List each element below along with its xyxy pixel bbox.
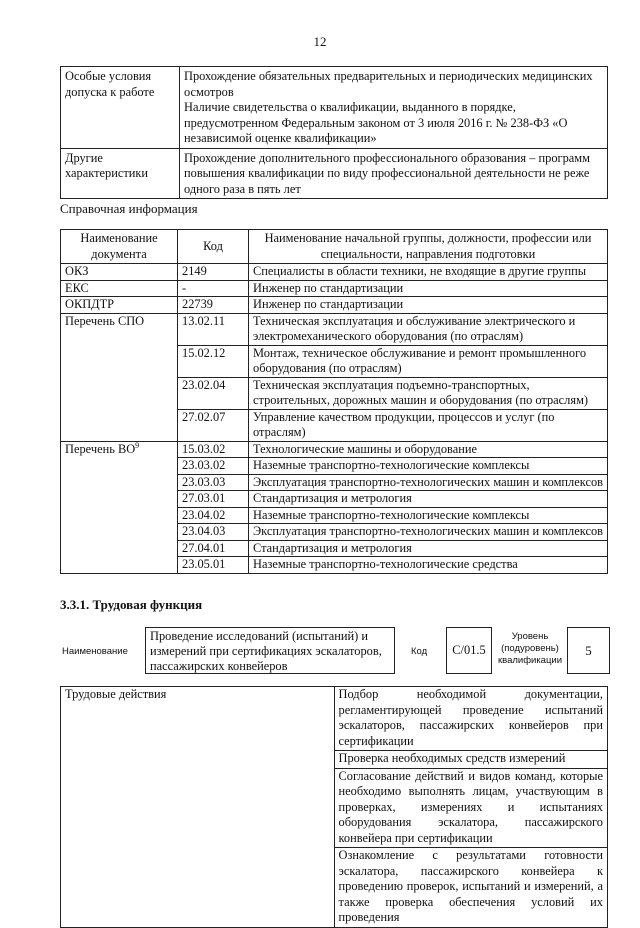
document-name: ЕКС xyxy=(65,280,89,295)
action-item: Проверка необходимых средств измерений xyxy=(334,751,608,769)
document-cell xyxy=(61,280,178,297)
name-cell: Наземные транспортно-технологические комплексы xyxy=(249,458,608,475)
document-cell xyxy=(61,441,178,573)
name-cell: Наземные транспортно-технологические средства xyxy=(249,557,608,574)
name-cell: Стандартизация и метрология xyxy=(249,491,608,508)
name-cell: Монтаж, техническое обслуживание и ремонт промышленного оборудования (по отраслям) xyxy=(249,345,608,377)
name-cell: Технологические машины и оборудование xyxy=(249,441,608,458)
code-cell: 23.04.03 xyxy=(178,524,249,541)
function-code-box: C/01.5 xyxy=(446,627,492,674)
row-label: Трудовые действия xyxy=(61,687,335,928)
qualification-level-box: 5 xyxy=(567,627,610,674)
function-title: 3.3.1. Трудовая функция xyxy=(60,597,203,612)
name-cell: Эксплуатация транспортно-технологических машин и комплексов xyxy=(249,474,608,491)
code-cell: 27.02.07 xyxy=(178,409,249,441)
row-label: Другие характеристики xyxy=(61,148,180,199)
table-row xyxy=(61,67,608,149)
code-cell: 22739 xyxy=(178,297,249,314)
condition-line: Наличие свидетельства о квалификации, выданного в порядке, предусмотренном Федеральным законом от 3 июля 2016 г. № 238-ФЗ «О независимой оценке квалификации» xyxy=(184,100,568,145)
document-cell xyxy=(61,297,178,314)
action-item: Ознакомление с результатами готовности эскалатора, пассажирского конвейера к проведению проверок, испытаний и измерений, а также проверка обеспечения условий их проведения xyxy=(334,848,608,928)
document-name: Перечень СПО xyxy=(65,313,145,328)
name-cell: Техническая эксплуатация и обслуживание электрического и электромеханического оборудования (по отраслям) xyxy=(249,313,608,345)
condition-line: Прохождение обязательных предварительных и периодических медицинских осмотров xyxy=(184,69,593,99)
code-cell: - xyxy=(178,280,249,297)
name-cell: Стандартизация и метрология xyxy=(249,540,608,557)
name-label: Наименование xyxy=(62,646,128,657)
row-content xyxy=(180,67,608,149)
function-name-box: Проведение исследований (испытаний) и измерений при сертификациях эскалаторов, пассажирских конвейеров xyxy=(145,627,395,674)
code-cell: 23.05.01 xyxy=(178,557,249,574)
code-cell: 23.03.02 xyxy=(178,458,249,475)
table-row xyxy=(61,297,608,314)
code-cell: 27.03.01 xyxy=(178,491,249,508)
code-cell: 27.04.01 xyxy=(178,540,249,557)
table-row xyxy=(61,148,608,199)
name-cell: Управление качеством продукции, процессов и услуг (по отраслям) xyxy=(249,409,608,441)
document-cell xyxy=(61,264,178,281)
name-cell: Техническая эксплуатация подъемно-транспортных, строительных, дорожных машин и оборудования (по отраслям) xyxy=(249,377,608,409)
table-row xyxy=(61,264,608,281)
code-cell: 15.02.12 xyxy=(178,345,249,377)
column-header: Наименование начальной группы, должности, профессии или специальности, направления подготовки xyxy=(249,230,608,264)
code-cell: 2149 xyxy=(178,264,249,281)
table-row xyxy=(61,687,608,751)
code-cell: 15.03.02 xyxy=(178,441,249,458)
table-row xyxy=(61,280,608,297)
page-number: 12 xyxy=(313,34,327,49)
name-cell: Инженер по стандартизации xyxy=(249,280,608,297)
code-cell: 13.02.11 xyxy=(178,313,249,345)
row-label: Особые условия допуска к работе xyxy=(61,67,180,149)
table-row xyxy=(61,313,608,345)
actions-table xyxy=(60,686,608,928)
name-cell: Инженер по стандартизации xyxy=(249,297,608,314)
row-content: Прохождение дополнительного профессионального образования – программ повышения квалификации по виду профессиональной деятельности не реже одного раза в пять лет xyxy=(180,148,608,199)
action-item: Подбор необходимой документации, регламентирующей проведение испытаний эскалаторов, пассажирских конвейеров при сертификации xyxy=(334,687,608,751)
document-name: ОКЗ xyxy=(65,264,89,278)
name-cell: Специалисты в области техники, не входящие в другие группы xyxy=(249,264,608,281)
document-name: Перечень ВО xyxy=(65,441,136,456)
code-cell: 23.02.04 xyxy=(178,377,249,409)
conditions-table xyxy=(60,66,608,199)
section-title: Справочная информация xyxy=(60,201,198,216)
name-cell: Эксплуатация транспортно-технологических машин и комплексов xyxy=(249,524,608,541)
document-name: ОКПДТР xyxy=(65,297,115,311)
action-item: Согласование действий и видов команд, которые необходимо выполнять лицам, участвующим в проверках, измерениях и испытаниях оборудования эскалатора, пассажирского конвейера при сертификации xyxy=(334,768,608,848)
code-cell: 23.04.02 xyxy=(178,507,249,524)
document-cell xyxy=(61,313,178,441)
column-header: Код xyxy=(178,230,249,264)
reference-table xyxy=(60,229,608,574)
footnote-marker: 9 xyxy=(135,440,140,450)
level-label: Уровень (подуровень) квалификации xyxy=(497,631,563,666)
code-label: Код xyxy=(411,646,428,657)
column-header: Наименование документа xyxy=(61,230,178,264)
table-row xyxy=(61,441,608,458)
name-cell: Наземные транспортно-технологические комплексы xyxy=(249,507,608,524)
code-cell: 23.03.03 xyxy=(178,474,249,491)
table-header-row xyxy=(61,230,608,264)
